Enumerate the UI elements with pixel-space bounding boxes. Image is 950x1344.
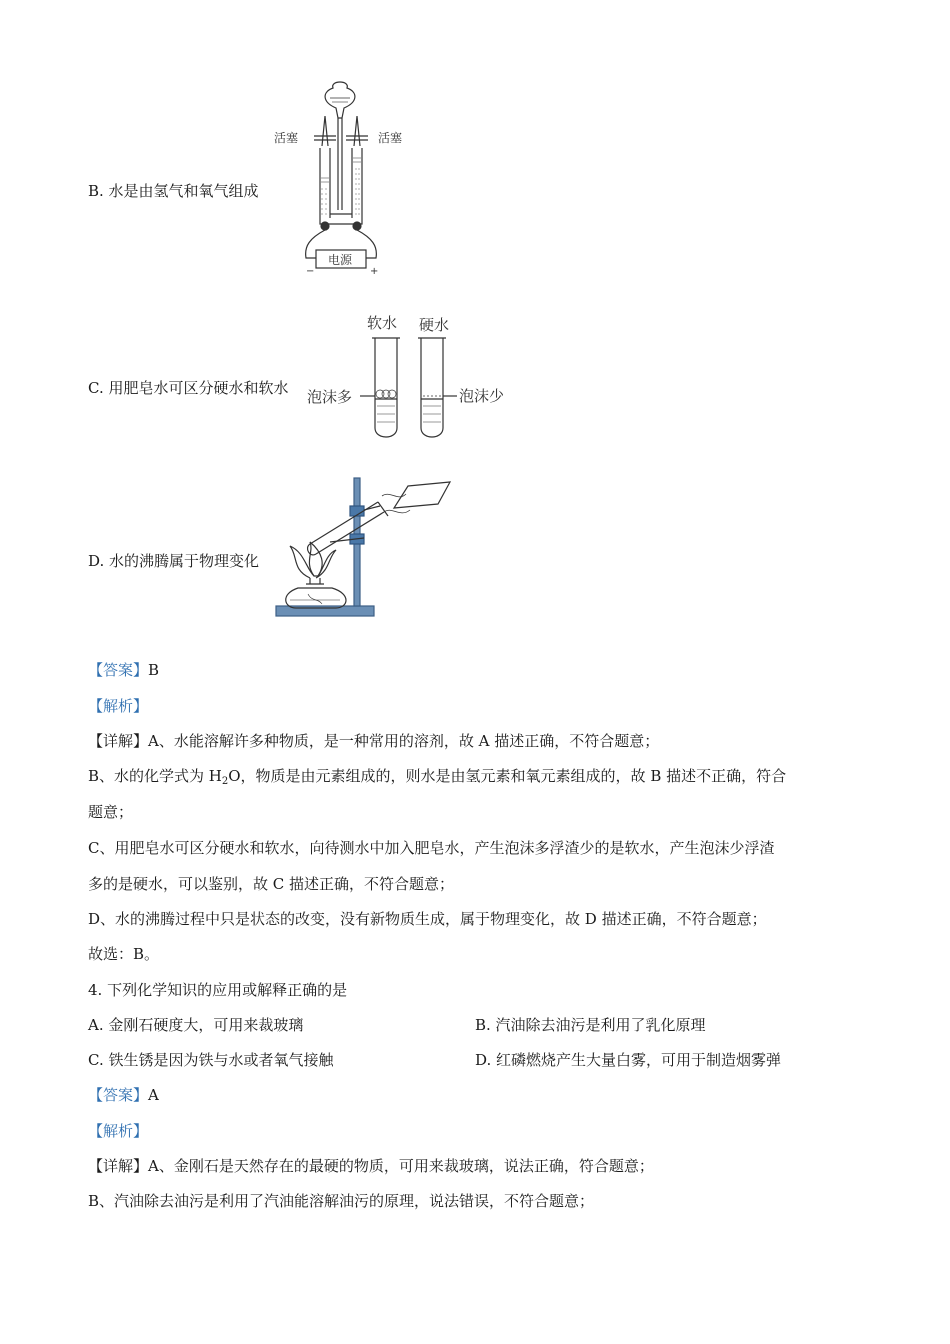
q3-analysis-tag: 【解析】 <box>88 697 149 715</box>
foam-less-label: 泡沫少 <box>459 387 505 405</box>
q4-analysis-tag: 【解析】 <box>88 1122 149 1140</box>
q4-option-d: D. 红磷燃烧产生大量白雾，可用于制造烟雾弹 <box>475 1051 782 1069</box>
power-label: 电源 <box>328 253 353 267</box>
foam-more-label: 泡沫多 <box>307 388 353 406</box>
q4-answer-line <box>88 1085 159 1105</box>
q3-detail-b-cont: 题意； <box>88 803 134 821</box>
q4-option-c: C. 铁生锈是因为铁与水或者氧气接触 <box>88 1051 334 1069</box>
q4-stem: 4. 下列化学知识的应用或解释正确的是 <box>88 981 348 999</box>
plus-sign: + <box>370 266 379 277</box>
q3-detail-d: D、水的沸腾过程中只是状态的改变，没有新物质生成，属于物理变化，故 D 描述正确，不符合题意； <box>88 910 767 928</box>
electrolysis-apparatus-figure <box>270 78 410 278</box>
q4-detail-a <box>88 1156 654 1176</box>
minus-sign: − <box>306 266 315 277</box>
q3-detail-c-cont: 多的是硬水，可以鉴别，故 C 描述正确，不符合题意； <box>88 875 455 893</box>
q4-option-b: B. 汽油除去油污是利用了乳化原理 <box>475 1016 706 1034</box>
answer-value: B <box>148 661 160 679</box>
option-c: C. 用肥皂水可区分硬水和软水 <box>88 379 289 397</box>
option-d: D. 水的沸腾属于物理变化 <box>88 552 260 570</box>
test-tubes-figure <box>305 310 525 440</box>
q3-conclusion: 故选：B。 <box>88 945 160 963</box>
q3-detail-a <box>88 731 659 751</box>
answer-tag: 【答案】 <box>88 661 149 679</box>
detail-b-subscript: 2 <box>221 776 229 787</box>
option-b: B. 水是由氢气和氧气组成 <box>88 182 259 200</box>
q4-detail-b: B、汽油除去油污是利用了汽油能溶解油污的原理，说法错误，不符合题意； <box>88 1192 595 1210</box>
answer-value: A <box>148 1086 159 1104</box>
detail-a-text: A、金刚石是天然存在的最硬的物质，可用来裁玻璃，说法正确，符合题意； <box>148 1157 654 1175</box>
detail-tag: 【详解】 <box>88 1157 149 1175</box>
answer-tag: 【答案】 <box>88 1086 149 1104</box>
valve-label-right: 活塞 <box>378 131 403 145</box>
q4-option-a: A. 金刚石硬度大，可用来裁玻璃 <box>88 1016 304 1034</box>
q3-detail-b <box>88 766 786 792</box>
hard-water-label: 硬水 <box>419 316 450 334</box>
q3-detail-c: C、用肥皂水可区分硬水和软水，向待测水中加入肥皂水，产生泡沫多浮渣少的是软水，产生泡沫少浮渣 <box>88 839 775 857</box>
detail-tag: 【详解】 <box>88 732 149 750</box>
detail-a-text: A、水能溶解许多种物质，是一种常用的溶剂，故 A 描述正确，不符合题意； <box>148 732 660 750</box>
boiling-apparatus-figure <box>270 472 460 622</box>
q3-answer-line <box>88 660 159 680</box>
detail-b-text-post: O，物质是由元素组成的，则水是由氢元素和氧元素组成的，故 B 描述不正确，符合 <box>228 767 787 785</box>
valve-label-left: 活塞 <box>274 131 299 145</box>
soft-water-label: 软水 <box>367 314 398 332</box>
detail-b-text-pre: B、水的化学式为 H <box>88 767 222 785</box>
